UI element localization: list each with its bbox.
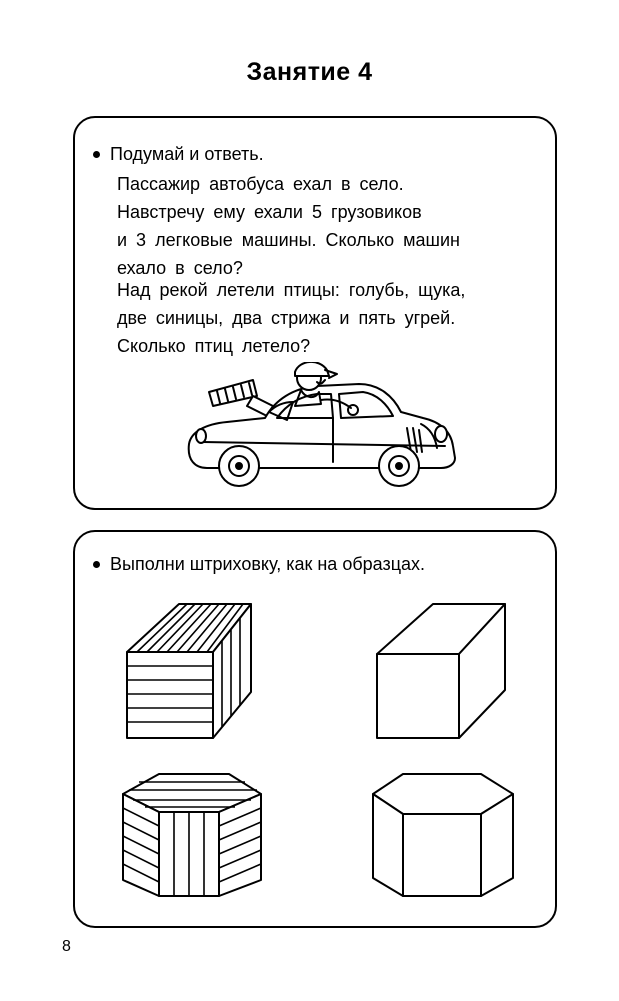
- box-hatched-sample-icon: [123, 600, 255, 742]
- problem-line: ехало в село?: [117, 258, 243, 278]
- car-with-driver-icon: [183, 362, 463, 494]
- box-blank-icon: [373, 600, 509, 742]
- task-card-think-and-answer: [73, 116, 557, 510]
- problem-line: Сколько птиц летело?: [117, 336, 311, 356]
- task-prompt-text: Выполни штриховку, как на образцах.: [110, 554, 426, 574]
- task-prompt-text: Подумай и ответь.: [110, 144, 264, 164]
- bullet-icon: [93, 151, 100, 158]
- lesson-title: Занятие 4: [246, 58, 373, 86]
- hex-prism-blank-icon: [369, 770, 517, 900]
- word-problem-bus: [117, 170, 460, 282]
- word-problem-birds: [117, 276, 465, 360]
- problem-line: и 3 легковые машины. Сколько машин: [117, 230, 460, 250]
- problem-line: Навстречу ему ехали 5 грузовиков: [117, 202, 422, 222]
- hex-prism-hatched-sample-icon: [119, 770, 265, 900]
- task-prompt: [93, 552, 425, 576]
- problem-line: Пассажир автобуса ехал в село.: [117, 174, 404, 194]
- problem-line: две синицы, два стрижа и пять угрей.: [117, 308, 456, 328]
- task-prompt: [93, 142, 264, 166]
- task-card-hatching: [73, 530, 557, 928]
- problem-line: Над рекой летели птицы: голубь, щука,: [117, 280, 466, 300]
- page-number: 8: [62, 938, 71, 955]
- bullet-icon: [93, 561, 100, 568]
